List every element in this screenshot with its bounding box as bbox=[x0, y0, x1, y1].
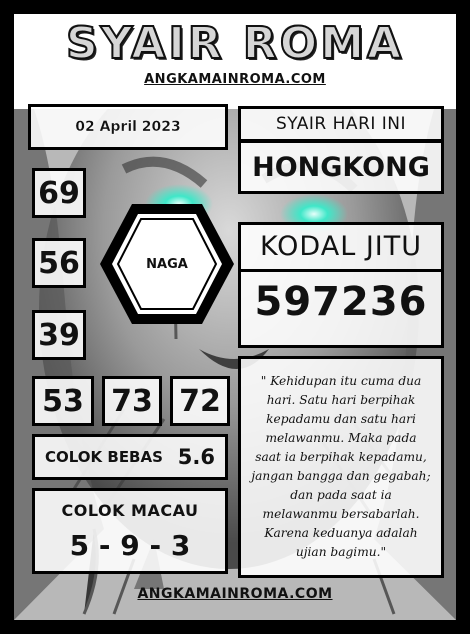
number-box bbox=[32, 310, 86, 360]
site-url-bottom: ANGKAMAINROMA.COM bbox=[137, 586, 333, 602]
naga-hexagon bbox=[98, 200, 236, 328]
market-name: HONGKONG bbox=[252, 151, 430, 183]
number-value: 39 bbox=[38, 317, 80, 353]
site-url-top: ANGKAMAINROMA.COM bbox=[144, 72, 326, 87]
market-box bbox=[238, 140, 444, 194]
number-box bbox=[32, 238, 86, 288]
number-value: 69 bbox=[38, 175, 80, 211]
divider bbox=[241, 269, 441, 272]
colok-bebas-value: 5.6 bbox=[177, 445, 215, 469]
colok-macau-label: COLOK MACAU bbox=[61, 501, 199, 520]
colok-bebas-label: COLOK BEBAS bbox=[45, 448, 163, 466]
number-box bbox=[32, 168, 86, 218]
number-value: 72 bbox=[179, 383, 221, 419]
number-box bbox=[102, 376, 162, 426]
number-box bbox=[32, 376, 94, 426]
syair-heading: SYAIR HARI INI bbox=[275, 114, 407, 134]
number-value: 56 bbox=[38, 245, 80, 281]
number-value: 73 bbox=[111, 383, 153, 419]
kodal-value: 597236 bbox=[254, 279, 428, 325]
quote-text: " Kehidupan itu cuma dua hari. Satu hari berpihak kepadamu dan satu hari melawanmu. Maka pada saat ia berpihak kepadamu, jangan bangga dan gegabah; dan pada saat ia melawanmu bersabarlah. Karena keduanya adalah ujian bagimu." bbox=[251, 374, 431, 559]
quote-box bbox=[238, 356, 444, 578]
syair-heading-box bbox=[238, 106, 444, 142]
number-box bbox=[170, 376, 230, 426]
colok-macau-box bbox=[32, 488, 228, 574]
poster-body bbox=[14, 14, 456, 620]
kodal-label: KODAL JITU bbox=[259, 231, 423, 262]
poster-title: SYAIR ROMA bbox=[65, 18, 405, 69]
header bbox=[14, 14, 456, 109]
number-value: 53 bbox=[42, 383, 84, 419]
kodal-jitu-box bbox=[238, 222, 444, 348]
date-text: 02 April 2023 bbox=[75, 119, 181, 135]
colok-bebas-box bbox=[32, 434, 228, 480]
colok-macau-value: 5 - 9 - 3 bbox=[69, 529, 191, 562]
naga-label: NAGA bbox=[146, 256, 188, 272]
date-box bbox=[28, 104, 228, 150]
